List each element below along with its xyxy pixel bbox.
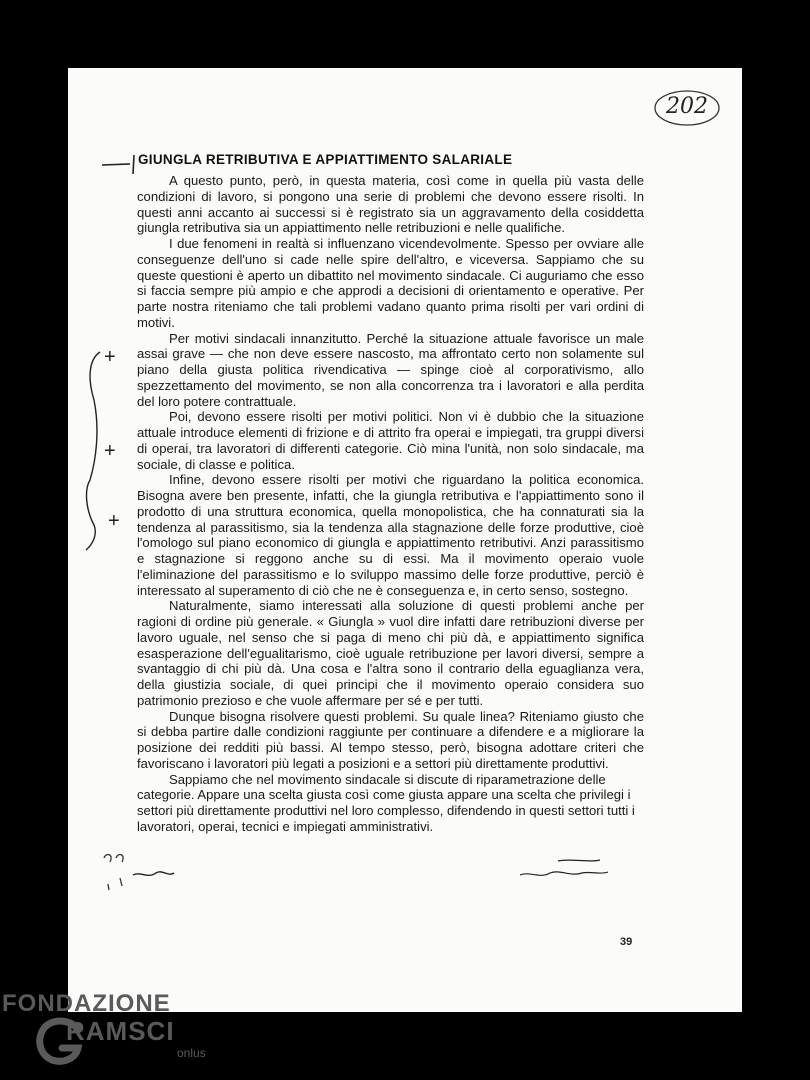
handwritten-margin-notes xyxy=(80,340,130,560)
plus-mark: + xyxy=(108,510,120,532)
paragraph: Infine, devono essere risolti per motivi che riguardano la politica economica. Bisogna avere ben presente, infatti, che la giungla retributiva e l'appiattimento sono il prodotto di una struttura economica, quella monopolistica, che ha connaturati sia la tendenza al parassitismo, sia la tendenza alla stagnazione delle forze produttive, cioè l'omologo sul piano economico di giungla e appiattimento retributivi. Anzi parassitismo e stagnazione si reggono anche su di essi. Ma il movimento operaio vuole l'eliminazione del parassitismo e lo sviluppo massimo delle forze produttive, perciò è interessato al superamento di ciò che ne è conseguenza e, in certo senso, sostegno. xyxy=(137,472,644,598)
handwritten-underlines xyxy=(130,853,650,883)
watermark-line3: onlus xyxy=(177,1046,206,1060)
plus-mark: + xyxy=(104,346,116,368)
heading-margin-mark xyxy=(100,152,140,176)
paragraph: Dunque bisogna risolvere questi problemi. Su quale linea? Riteniamo giusto che si debba partire dalle condizioni raggiunte per continuare a difendere e a migliorare la posizione dei redditi più bassi. Al tempo stesso, però, bisogna adottare criteri che favoriscano i lavoratori più legati a posizioni e a settori più direttamente produttivi. xyxy=(137,708,644,771)
plus-mark: + xyxy=(104,440,116,462)
watermark-line1: FONDAZIONE xyxy=(2,990,171,1017)
paragraph: Naturalmente, siamo interessati alla soluzione di questi problemi anche per ragioni di ordine più generale. « Giungla » vuol dire infatti dare retribuzioni diverse per lavoro uguale, nel senso che si paga di meno chi più dà, e appiattimento significa esasperazione dell'egualitarismo, cioè uguale retribuzione per lavori diversi, sempre a svantaggio di chi più dà. Una cosa e l'altra sono il contrario della eguaglianza vera, della giustizia sociale, di quei principi che il movimento operaio considera suo patrimonio prezioso e che vuole affermare per sé e per tutti. xyxy=(137,598,644,708)
paragraph: Poi, devono essere risolti per motivi politici. Non vi è dubbio che la situazione attuale introduce elementi di frizione e di attrito fra operai e impiegati, tra gruppi diversi di operai, tra lavoratori di differenti categorie. Ciò mina l'unità, non solo sindacale, ma sociale, di classe e politica. xyxy=(137,409,644,472)
paragraph: Per motivi sindacali innanzitutto. Perché la situazione attuale favorisce un male assai grave — che non deve essere nascosto, ma affrontato certo non solamente sul piano della giusta politica rivendicativa — spinge cioè al corporativismo, allo spezzettamento del movimento, se non alla concorrenza tra i lavoratori e alla perdita del loro potere contrattuale. xyxy=(137,330,644,409)
page-number: 39 xyxy=(620,936,633,948)
section-heading: GIUNGLA RETRIBUTIVA E APPIATTIMENTO SALARIALE xyxy=(138,152,513,167)
paragraph: Sappiamo che nel movimento sindacale si discute di riparametrazione delle categorie. Appare una scelta giusta così come giusta appare una scelta che privilegi i settori più direttamente produttivi nel loro complesso, difendendo in questi settori tutti i lavoratori, operai, tecnici e impiegati amministrativi. xyxy=(137,771,635,834)
paragraph: A questo punto, però, in questa materia, così come in quella più vasta delle condizioni di lavoro, si pongono una serie di problemi che devono essere risolti. In questi anni accanto ai successi si è registrato sia un aggravamento della cosiddetta giungla retributiva sia un appiattimento nelle retribuzioni e nelle qualifiche. xyxy=(137,173,644,236)
paragraph: I due fenomeni in realtà si influenzano vicendevolmente. Spesso per ovviare alle conseguenze dell'uno si cade nelle spire dell'altro, e viceversa. Sappiamo che su queste questioni è aperto un dibattito nel movimento sindacale. Ci auguriamo che esso si faccia sempre più ampio e che approdi a decisioni di orientamento e operative. Per parte nostra riteniamo che tali problemi vadano quanto prima risolti per vari ordini di motivi. xyxy=(137,236,644,330)
archive-number: 202 xyxy=(666,94,708,119)
archive-number-stamp xyxy=(652,88,722,128)
body-text xyxy=(137,173,644,835)
margin-question-marks xyxy=(100,850,132,894)
watermark-logo xyxy=(2,990,222,1070)
watermark-line2: RAMSCI xyxy=(66,1016,175,1046)
